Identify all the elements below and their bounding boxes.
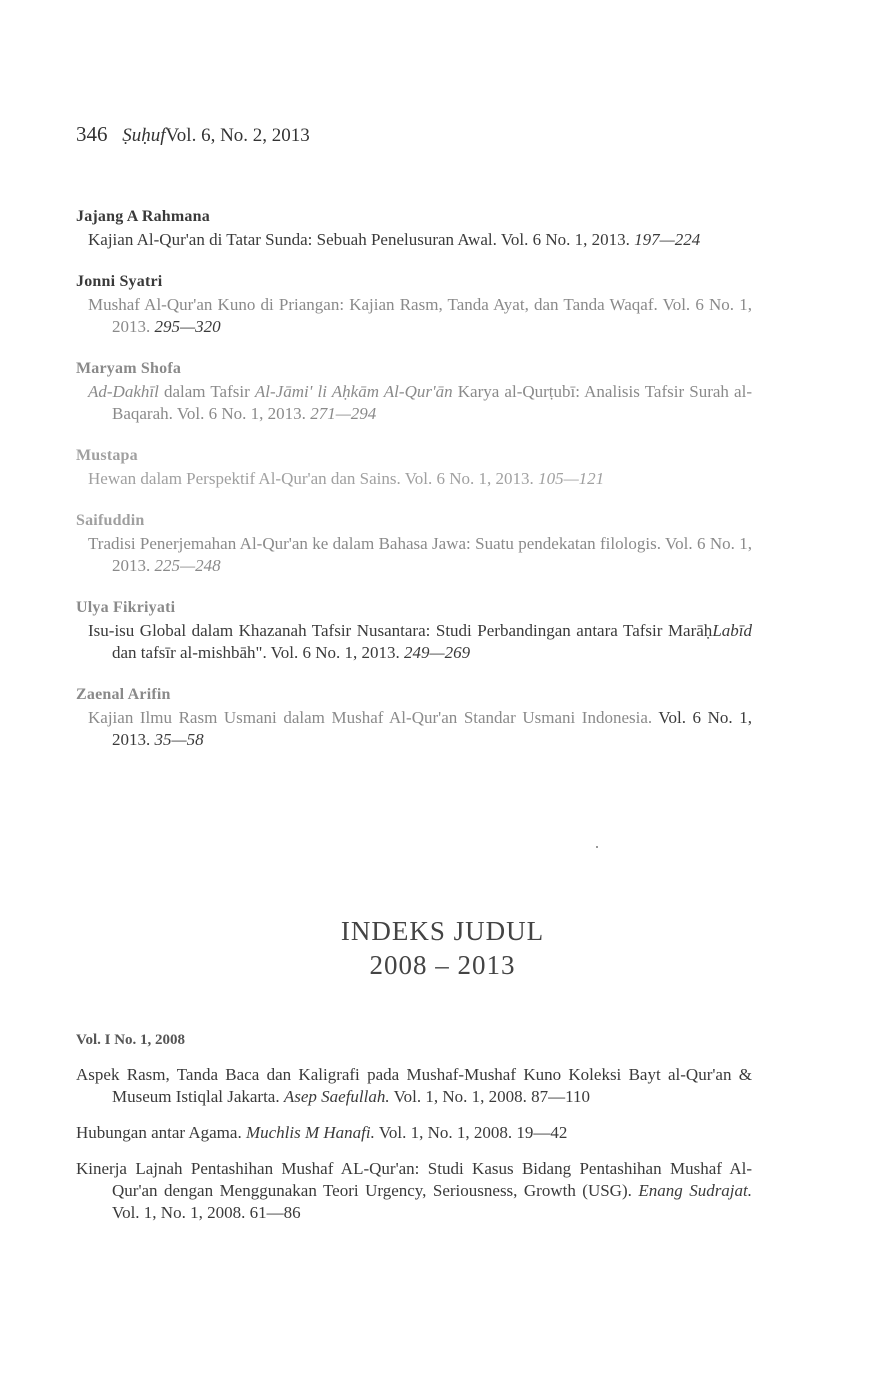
- author-name: Ulya Fikriyati: [76, 599, 176, 616]
- article-title-italic: Ad-Dakhīl: [88, 382, 159, 401]
- title-index: [76, 1064, 752, 1238]
- author-entry: [76, 599, 752, 664]
- title-entry-title: Kinerja Lajnah Pentashihan Mushaf AL-Qur'an: Studi Kasus Bidang Pentashihan Mushaf Al-Qur'an dengan Menggunakan Teori Urgency, Seriousness, Growth (USG).: [76, 1159, 752, 1200]
- page-header: [76, 122, 310, 147]
- title-entry-issue: Vol. 1, No. 1, 2008. 61—86: [112, 1203, 301, 1222]
- article-citation: [76, 294, 752, 338]
- article-issue: Vol. 6 No. 1, 2013.: [500, 230, 630, 249]
- author-name: Mustapa: [76, 447, 138, 464]
- article-issue: Vol. 6 No. 1, 2013.: [176, 404, 306, 423]
- title-entry-author: Muchlis M Hanafi.: [245, 1123, 375, 1142]
- article-pages: 35—58: [154, 730, 204, 749]
- article-pages: 197—224: [634, 230, 701, 249]
- article-pages: 225—248: [154, 556, 221, 575]
- volume-heading: Vol. I No. 1, 2008: [76, 1032, 186, 1048]
- title-entry: [76, 1122, 752, 1144]
- section-title: [0, 914, 885, 982]
- title-entry: [76, 1064, 752, 1108]
- title-entry: [76, 1158, 752, 1224]
- section-title-line2: 2008 – 2013: [369, 950, 516, 980]
- author-entry: [76, 208, 752, 251]
- article-pages: 295—320: [154, 317, 221, 336]
- author-entry: [76, 447, 752, 490]
- author-index: [76, 208, 752, 773]
- title-entry-author: Enang Sudrajat.: [638, 1181, 753, 1200]
- article-citation: [76, 707, 752, 751]
- author-name: Jajang A Rahmana: [76, 208, 210, 225]
- author-entry: [76, 360, 752, 425]
- article-title: Mushaf Al-Qur'an Kuno di Priangan: Kajian Rasm, Tanda Ayat, dan Tanda Waqaf.: [88, 295, 658, 314]
- title-entry-title: Hubungan antar Agama.: [76, 1123, 242, 1142]
- author-entry: [76, 512, 752, 577]
- article-citation: [76, 468, 752, 490]
- author-name: Zaenal Arifin: [76, 686, 171, 703]
- article-citation: [76, 381, 752, 425]
- article-issue: Vol. 6 No. 1, 2013.: [112, 534, 752, 575]
- article-issue: Vol. 6 No. 1, 2013.: [404, 469, 534, 488]
- article-title-start: Isu-isu Global dalam Khazanah Tafsir Nusantara: Studi Perbandingan antara Tafsir Marāḥ: [88, 621, 713, 640]
- journal-name: Ṣuḥuf: [122, 125, 166, 146]
- article-citation: [76, 229, 752, 251]
- author-entry: [76, 686, 752, 751]
- article-title: Hewan dalam Perspektif Al-Qur'an dan Sains.: [88, 469, 401, 488]
- article-title: Tradisi Penerjemahan Al-Qur'an ke dalam Bahasa Jawa: Suatu pendekatan filologis.: [88, 534, 661, 553]
- article-pages: 105—121: [538, 469, 605, 488]
- author-name: Saifuddin: [76, 512, 145, 529]
- article-title-mid: dalam Tafsir: [163, 382, 250, 401]
- author-name: Maryam Shofa: [76, 360, 182, 377]
- article-issue: Vol. 6 No. 1, 2013.: [112, 295, 752, 336]
- article-issue: Vol. 6 No. 1, 2013.: [112, 708, 752, 749]
- title-entry-issue: Vol. 1, No. 1, 2008. 87—110: [393, 1087, 591, 1106]
- article-pages: 249—269: [404, 643, 471, 662]
- scan-speck: [596, 846, 598, 848]
- article-citation: [76, 620, 752, 664]
- article-title-rest: dan tafsīr al-mishbāh".: [112, 643, 267, 662]
- title-entry-issue: Vol. 1, No. 1, 2008. 19—42: [378, 1123, 568, 1142]
- title-entry-title: Aspek Rasm, Tanda Baca dan Kaligrafi pada Mushaf-Mushaf Kuno Koleksi Bayt al-Qur'an & Museum Istiqlal Jakarta.: [76, 1065, 752, 1106]
- article-title: Kajian Al-Qur'an di Tatar Sunda: Sebuah Penelusuran Awal.: [88, 230, 497, 249]
- volume-info: Vol. 6, No. 2, 2013: [165, 125, 310, 146]
- article-title: Kajian Ilmu Rasm Usmani dalam Mushaf Al-Qur'an Standar Usmani Indonesia.: [88, 708, 653, 727]
- article-citation: [76, 533, 752, 577]
- article-issue: Vol. 6 No. 1, 2013.: [270, 643, 400, 662]
- page-number: 346: [76, 122, 108, 146]
- article-pages: 271—294: [310, 404, 377, 423]
- title-entry-author: Asep Saefullah.: [283, 1087, 390, 1106]
- article-title-italic: Labīd: [712, 621, 752, 640]
- author-entry: [76, 273, 752, 338]
- article-title-italic-2: Al-Jāmi' li Aḥkām Al-Qur'ān: [254, 382, 453, 401]
- author-name: Jonni Syatri: [76, 273, 163, 290]
- section-title-line1: INDEKS JUDUL: [340, 916, 545, 946]
- article-title-rest: Karya al-Qurṭubī: Analisis Tafsir Surah al-Baqarah.: [112, 382, 752, 423]
